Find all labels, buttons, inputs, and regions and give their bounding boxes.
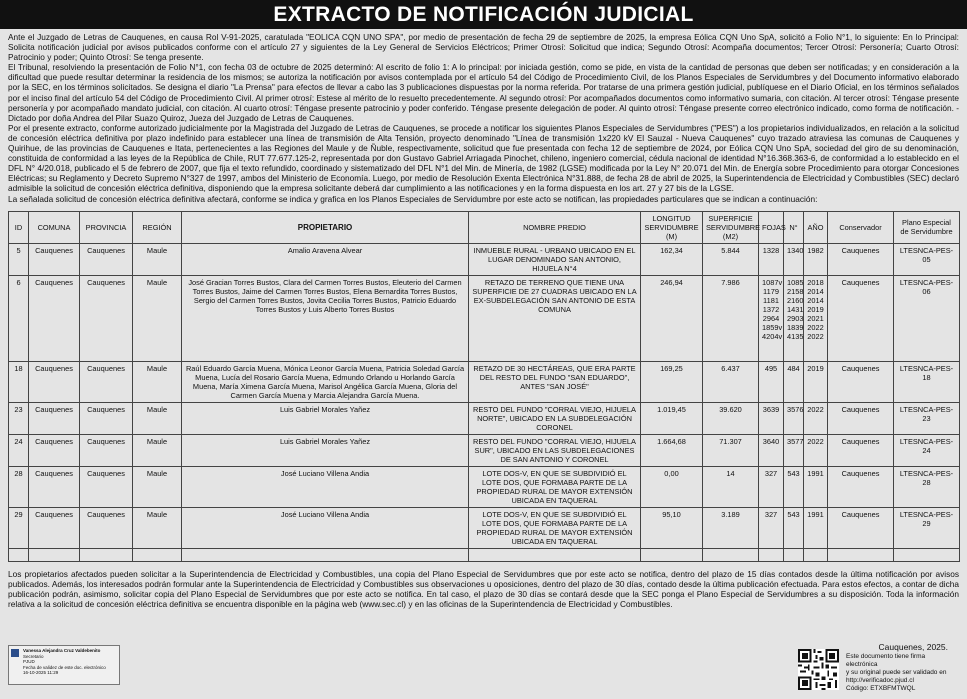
table-row	[9, 275, 960, 361]
cell-provincia: Cauquenes	[80, 402, 133, 434]
verification-text	[846, 653, 956, 693]
cell-predio: RESTO DEL FUNDO "CORRAL VIEJO, HIJUELA NORTE", UBICADO EN LA SUBDELEGACIÓN CORONEL	[469, 402, 641, 434]
cell-fojas: 327	[759, 466, 784, 507]
header-numero: N°	[784, 211, 804, 243]
cell-predio: RETAZO DE TERRENO QUE TIENE UNA SUPERFICIE DE 27 CUADRAS UBICADO EN LA EX-SUBDELEGACIÓN SAN ANTONIO DE ESTA COMUNA	[469, 275, 641, 361]
table-row	[9, 243, 960, 275]
paragraph-request: Ante el Juzgado de Letras de Cauquenes, en causa Rol V-91-2025, caratulada "EOLICA CQN UNO SPA", por medio de presentación de fecha 29 de septiembre de 2025, la empresa Eólica CQN Uno SpA, solicitó a Folio N°1, lo siguiente: En lo Principal: Solicita notificación judicial por avisos publicados conforme con el artículo 27 y siguientes de la Ley General de Servicios Eléctricos; Primer Otrosí: Solicitud que indica; Segundo Otrosí: Acompaña documentos; Tercer Otrosí: Personería; Cuarto Otrosí: Patrocinio y poder; Quinto Otrosí: Se tenga presente.	[8, 32, 959, 63]
cell-propietario: Amalio Aravena Alvear	[182, 243, 469, 275]
table-row	[9, 402, 960, 434]
cell-fojas: 1328	[759, 243, 784, 275]
cell-id: 18	[9, 361, 29, 402]
cell-provincia: Cauquenes	[80, 243, 133, 275]
cell-fojas: 3639	[759, 402, 784, 434]
cell-region: Maule	[133, 361, 182, 402]
cell-numero: 543	[784, 507, 804, 548]
cell-numero: 1085 2158 2160 1431 2903 1839 4135	[784, 275, 804, 361]
notification-body	[8, 32, 959, 204]
cell-superficie: 39.620	[703, 402, 759, 434]
table-row	[9, 434, 960, 466]
header-longitud: LONGITUD SERVIDUMBRE (M)	[641, 211, 703, 243]
cell-provincia: Cauquenes	[80, 507, 133, 548]
header-fojas: FOJAS	[759, 211, 784, 243]
cell-superficie: 71.307	[703, 434, 759, 466]
cell-numero: 484	[784, 361, 804, 402]
cell-superficie: 7.986	[703, 275, 759, 361]
header-predio: NOMBRE PREDIO	[469, 211, 641, 243]
paragraph-extract: Por el presente extracto, conforme autorizado judicialmente por la Magistrada del Juzgado de Letras de Cauquenes, se procede a notificar los siguientes Planos Especiales de Servidumbres ("PES") a los propietarios individualizados, en relación a la solicitud de concesión eléctrica definitiva por plazo indefinido para establecer una línea de transmisión de Alta Tensión, proyecto denominado "Línea de transmisión 1x220 kV El Sauzal - Nueva Cauquenes" cuyo trazado atraviesa las comunas de Cauquenes y Quirihue, de las provincias de Cauquenes e Itata, pertenecientes a las Regiones del Maule y de Ñuble, respectivamente, solicitud que fue presentada con fecha 12 de septiembre de 2024, por Eólica CQN Uno SpA, sociedad del giro de su denominación, constituida de conformidad a las leyes de la República de Chile, RUT 77.677.125-2, representada por don Gustavo Gabriel Arriagada Pinochet, chileno, ingeniero comercial, cédula nacional de identidad N°16.368.363-6, de conformidad a lo establecido en el DFL N° 4/20.018, publicado el 5 de febrero de 2007, que fija el texto refundido, coordinado y sistematizado del DFL N°1 del Min. de Minería, de 1982 (LGSE) modificada por la Ley N° 20.071 del Min. de Energía sobre Procedimiento para otorgar Concesiones Eléctricas; su Reglamento y Decreto Supremo N°327 de 1997, ambos del Ministerio de Economía. Luego, por medio de Resolución Exenta Electrónica N°31.888, de fecha 28 de abril de 2025, la Superintendencia de Electricidad y Combustibles (SEC) declaró admisible la solicitud de concesión eléctrica definitiva, disponiendo que la empresa solicitante deberá dar cumplimiento a las notificaciones y en la forma dispuesta en los art. 27 y 27 bis de la LGSE.	[8, 122, 959, 194]
cell-conservador: Cauquenes	[828, 434, 894, 466]
cell-provincia: Cauquenes	[80, 275, 133, 361]
signer-role: Secretario	[23, 653, 44, 659]
document-title: EXTRACTO DE NOTIFICACIÓN JUDICIAL	[0, 0, 967, 29]
cell-fojas: 1087v 1179 1181 1372 2964 1859v 4204v	[759, 275, 784, 361]
cell-superficie: 14	[703, 466, 759, 507]
cell-longitud: 1.664,68	[641, 434, 703, 466]
cell-id: 5	[9, 243, 29, 275]
cell-comuna: Cauquenes	[29, 466, 80, 507]
cell-region: Maule	[133, 243, 182, 275]
cell-plano: LTESNCA-PES-28	[894, 466, 960, 507]
cell-anio: 2022	[804, 402, 828, 434]
cell-id: 28	[9, 466, 29, 507]
header-conservador: Conservador	[828, 211, 894, 243]
table-row	[9, 361, 960, 402]
cell-fojas: 495	[759, 361, 784, 402]
header-comuna: COMUNA	[29, 211, 80, 243]
cell-anio: 2019	[804, 361, 828, 402]
cell-numero: 1340	[784, 243, 804, 275]
seal-icon	[11, 649, 19, 657]
header-region: REGIÓN	[133, 211, 182, 243]
header-provincia: PROVINCIA	[80, 211, 133, 243]
cell-predio: LOTE DOS-V, EN QUE SE SUBDIVIDIÓ EL LOTE DOS, QUE FORMABA PARTE DE LA PROPIEDAD RURAL DE MAYOR EXTENSIÓN UBICADA EN TAQUERAL	[469, 507, 641, 548]
cell-predio: INMUEBLE RURAL - URBANO UBICADO EN EL LUGAR DENOMINADO SAN ANTONIO, HIJUELA N°4	[469, 243, 641, 275]
cell-numero: 543	[784, 466, 804, 507]
cell-longitud: 246,94	[641, 275, 703, 361]
properties-table	[8, 211, 960, 562]
cell-comuna: Cauquenes	[29, 402, 80, 434]
cell-provincia: Cauquenes	[80, 434, 133, 466]
cell-fojas: 3640	[759, 434, 784, 466]
verification-code: Código: ETXBFMTWQL	[846, 685, 916, 692]
cell-longitud: 95,10	[641, 507, 703, 548]
cell-longitud: 162,34	[641, 243, 703, 275]
cell-plano: LTESNCA-PES-06	[894, 275, 960, 361]
table-row-empty	[9, 548, 960, 561]
cell-region: Maule	[133, 402, 182, 434]
table-header-row	[9, 211, 960, 243]
paragraph-affected-properties: La señalada solicitud de concesión eléctrica definitiva afectará, conforme se indica y grafica en los Planos Especiales de Servidumbre por este acto se notifican, las propiedades particulares que se indican a continuación:	[8, 193, 818, 204]
cell-conservador: Cauquenes	[828, 243, 894, 275]
cell-plano: LTESNCA-PES-18	[894, 361, 960, 402]
cell-conservador: Cauquenes	[828, 402, 894, 434]
header-anio: AÑO	[804, 211, 828, 243]
cell-fojas: 327	[759, 507, 784, 548]
cell-plano: LTESNCA-PES-23	[894, 402, 960, 434]
cell-predio: RESTO DEL FUNDO "CORRAL VIEJO, HIJUELA SUR", UBICADO EN LAS SUBDELEGACIONES DE SAN ANTONIO Y CORONEL	[469, 434, 641, 466]
cell-comuna: Cauquenes	[29, 275, 80, 361]
cell-longitud: 0,00	[641, 466, 703, 507]
signature-note: Fecha de validez de este doc. electrónico	[23, 664, 106, 670]
cell-id: 6	[9, 275, 29, 361]
verification-line-1: Este documento tiene firma electrónica	[846, 653, 926, 668]
cell-id: 29	[9, 507, 29, 548]
qr-code-icon	[798, 649, 839, 690]
cell-predio: RETAZO DE 30 HECTÁREAS, QUE ERA PARTE DEL RESTO DEL FUNDO "SAN EDUARDO", ANTES "SAN JOSÉ"	[469, 361, 641, 402]
cell-propietario: José Luciano Villena Andia	[182, 507, 469, 548]
place-date: Cauquenes, 2025.	[878, 642, 948, 652]
cell-provincia: Cauquenes	[80, 466, 133, 507]
cell-plano: LTESNCA-PES-05	[894, 243, 960, 275]
cell-anio: 1991	[804, 466, 828, 507]
cell-conservador: Cauquenes	[828, 466, 894, 507]
cell-comuna: Cauquenes	[29, 434, 80, 466]
header-propietario: PROPIETARIO	[182, 211, 469, 243]
cell-region: Maule	[133, 466, 182, 507]
verification-line-2: y su original puede ser validado en	[846, 669, 947, 676]
cell-anio: 1991	[804, 507, 828, 548]
electronic-signature	[8, 645, 120, 685]
cell-propietario: Luis Gabriel Morales Yañez	[182, 402, 469, 434]
cell-propietario: José Luciano Villena Andia	[182, 466, 469, 507]
cell-region: Maule	[133, 434, 182, 466]
cell-conservador: Cauquenes	[828, 361, 894, 402]
table-row	[9, 507, 960, 548]
cell-comuna: Cauquenes	[29, 507, 80, 548]
signer-name: Vanessa Alejandra Cruz Valdebenito	[23, 648, 101, 653]
signature-date: 16-10-2025 11:29	[23, 670, 59, 675]
cell-comuna: Cauquenes	[29, 361, 80, 402]
cell-longitud: 169,25	[641, 361, 703, 402]
paragraph-resolution: El Tribunal, resolviendo la presentación de Folio N°1, con fecha 03 de octubre de 2025 determinó: Al escrito de folio 1: A lo principal: por iniciada gestión, como se pide, en vista de la cantidad de personas que deben ser notificadas; y en consideración a la dificultad que puede resultar determinar la residencia de los mismos; se autoriza la notificación por avisos contemplada por el artículo 54 del Código de Procedimiento Civil, de los Planos Especiales de Servidumbres y del Documento informativo elaborado por la SEC, en los términos solicitados. Se designa el diario "La Prensa" para efectos de llevar a cabo las 3 publicaciones dispuestas por la norma referida. Por tratarse de una primera gestión judicial, publíquese en el Diario Oficial, en los términos señalados por el inciso final del artículo 54 del Código de Procedimiento Civil. Al primer otrosí: Estese al mérito de lo resuelto precedentemente. Al segundo otrosí: Por acompañados documentos como informativo sumaria, con citación. Al tercer otrosí: Téngase presente personería y por acompañado mandato judicial, con citación. Al cuarto otrosí: Téngase presente patrocinio y poder conferido. Téngase presente delegación de poder. Al quinto otrosí: Téngase presente correo electrónico indicado, como forma de notificación. - Dictado por doña Andrea del Pilar Suazo Quiroz, Jueza del Juzgado de Letras de Cauquenes.	[8, 62, 959, 123]
cell-propietario: José Gracian Torres Bustos, Clara del Carmen Torres Bustos, Eleuterio del Carmen Torres Bustos, Jaime del Carmen Torres Bustos, Elena Bernardita Torres Bustos, Sergio del Carmen Torres Bustos, Jovita Cecilia Torres Bustos, Patricio Eduardo Torres Bustos y Luis Alberto Torres Bustos	[182, 275, 469, 361]
cell-predio: LOTE DOS-V, EN QUE SE SUBDIVIDIÓ EL LOTE DOS, QUE FORMABA PARTE DE LA PROPIEDAD RURAL DE MAYOR EXTENSIÓN UBICADA EN TAQUERAL	[469, 466, 641, 507]
signer-unit: PJUD	[23, 659, 35, 664]
cell-id: 24	[9, 434, 29, 466]
cell-conservador: Cauquenes	[828, 275, 894, 361]
table-row	[9, 466, 960, 507]
cell-longitud: 1.019,45	[641, 402, 703, 434]
cell-provincia: Cauquenes	[80, 361, 133, 402]
cell-propietario: Raúl Eduardo García Muena, Mónica Leonor García Muena, Patricia Soledad García Muena, Lucía del Rosario García Muena, Edmundo Orlando u Horlando García Muena, María Ximena García Muena, Marisol Angélica García Muena, Gloria del Carmen García Muena y Marcia Alejandra García Muena.	[182, 361, 469, 402]
header-plano: Plano Especial de Servidumbre	[894, 211, 960, 243]
cell-region: Maule	[133, 275, 182, 361]
cell-superficie: 3.189	[703, 507, 759, 548]
cell-conservador: Cauquenes	[828, 507, 894, 548]
cell-id: 23	[9, 402, 29, 434]
cell-plano: LTESNCA-PES-24	[894, 434, 960, 466]
cell-superficie: 5.844	[703, 243, 759, 275]
cell-comuna: Cauquenes	[29, 243, 80, 275]
cell-plano: LTESNCA-PES-29	[894, 507, 960, 548]
header-id: ID	[9, 211, 29, 243]
cell-anio: 1982	[804, 243, 828, 275]
footer-paragraph: Los propietarios afectados pueden solicitar a la Superintendencia de Electricidad y Combustibles, una copia del Plano Especial de Servidumbres que por este acto se notifica, dentro del plazo de 15 días contados desde la última notificación por avisos publicados. Además, los interesados podrán formular ante la Superintendencia de Electricidad y Combustibles sus observaciones u oposiciones, dentro del plazo de 30 días, contado desde la última publicación efectuada. Para estos efectos, a contar de dicha publicación podrán, asimismo, solicitar copia del Plano Especial de Servidumbres que por este acto se notifica. En tal caso, el plazo de 30 días se contará desde que la SEC ponga el Plano Especial de Servidumbres a su disposición. Toda la información relativa a la solicitud de concesión eléctrica definitiva se encuentra disponible en la página web (www.sec.cl) y en las oficinas de la Superintendencia de Electricidad y Combustibles.	[8, 568, 959, 610]
cell-propietario: Luis Gabriel Morales Yañez	[182, 434, 469, 466]
cell-anio: 2022	[804, 434, 828, 466]
cell-region: Maule	[133, 507, 182, 548]
cell-anio: 2018 2014 2014 2019 2021 2022 2022	[804, 275, 828, 361]
cell-numero: 3576	[784, 402, 804, 434]
verification-url: http://verificadoc.pjud.cl	[846, 677, 914, 684]
cell-numero: 3577	[784, 434, 804, 466]
header-superficie: SUPERFICIE SERVIDUMBRE (M2)	[703, 211, 759, 243]
cell-superficie: 6.437	[703, 361, 759, 402]
